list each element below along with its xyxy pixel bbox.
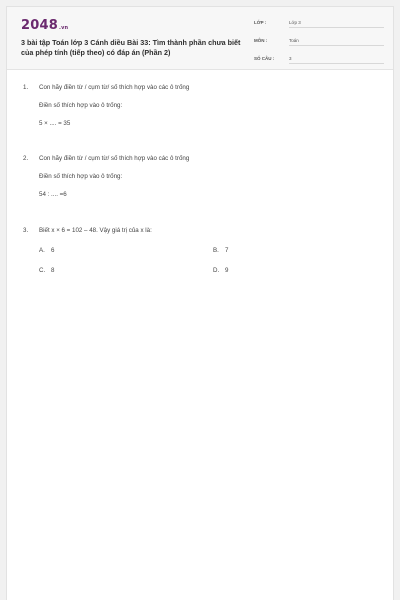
meta-row-subject <box>254 37 384 52</box>
choice-b[interactable] <box>213 246 228 255</box>
choice-c[interactable] <box>39 266 54 275</box>
question-1-instruction: Điền số thích hợp vào ô trống: <box>39 102 123 109</box>
choice-d[interactable] <box>213 266 228 275</box>
meta-value-question-count: 3 <box>289 55 384 64</box>
question-1-text: Con hãy điền từ / cụm từ/ số thích hợp vào các ô trống <box>39 84 190 91</box>
choice-b-value: 7 <box>225 247 229 254</box>
question-2-expression[interactable]: 54 : .... =6 <box>39 191 67 198</box>
logo-tld: .vn <box>58 25 69 31</box>
question-1-number: 1. <box>23 84 29 91</box>
question-3-head <box>23 226 383 236</box>
meta-value-class: Lớp 3 <box>289 19 384 28</box>
worksheet-header <box>7 7 393 70</box>
question-3-number: 3. <box>23 227 29 234</box>
question-2-head <box>23 154 383 164</box>
question-3-choices <box>39 246 379 290</box>
logo-text: 2048 <box>21 18 58 33</box>
question-3 <box>23 226 383 290</box>
choice-d-letter: D. <box>213 267 220 274</box>
worksheet-title: 3 bài tập Toán lớp 3 Cánh diều Bài 33: Tìm thành phần chưa biết của phép tính (tiếp theo) có đáp án (Phần 2) <box>21 38 241 57</box>
meta-label-class: LỚP : <box>254 20 267 25</box>
question-2-instruction: Điền số thích hợp vào ô trống: <box>39 173 123 180</box>
question-2-number: 2. <box>23 155 29 162</box>
meta-label-subject: MÔN : <box>254 38 268 43</box>
choice-c-letter: C. <box>39 267 46 274</box>
meta-label-question-count: SỐ CÂU : <box>254 56 275 61</box>
worksheet-meta <box>254 19 384 73</box>
question-2 <box>23 154 383 199</box>
choice-d-value: 9 <box>225 267 229 274</box>
question-1 <box>23 83 383 128</box>
worksheet-page <box>6 6 394 600</box>
meta-row-question-count <box>254 55 384 70</box>
question-1-expression[interactable]: 5 × .... = 35 <box>39 120 71 127</box>
question-2-text: Con hãy điền từ / cụm từ/ số thích hợp vào các ô trống <box>39 155 190 162</box>
meta-row-class <box>254 19 384 34</box>
question-3-text: Biết x × 6 = 102 – 48. Vậy giá trị của x là: <box>39 227 152 234</box>
site-logo[interactable] <box>21 19 68 35</box>
choice-b-letter: B. <box>213 247 219 254</box>
choice-a-value: 6 <box>51 247 55 254</box>
choice-a[interactable] <box>39 246 54 255</box>
meta-value-subject: Toán <box>289 37 384 46</box>
question-1-head <box>23 83 383 93</box>
choice-a-letter: A. <box>39 247 45 254</box>
choice-c-value: 8 <box>51 267 55 274</box>
